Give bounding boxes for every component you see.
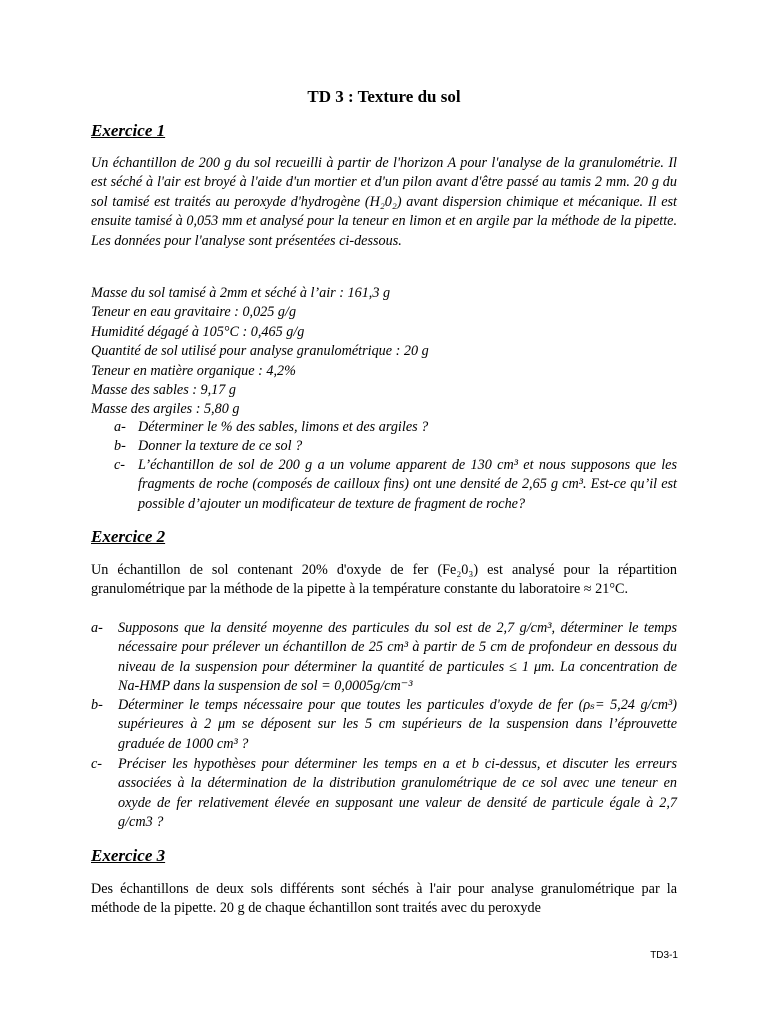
exercise-2-question-b [91,696,677,754]
question-label: a- [91,620,103,636]
page-footer-number: TD3-1 [650,950,678,961]
exercise-2-question-c [91,755,677,833]
exercise-3-intro: Des échantillons de deux sols différents sont séchés à l'air pour analyse granulométrique par la méthode de la pipette. 20 g de chaque échantillon sont traités avec du peroxyde [91,881,677,917]
question-label: b- [91,697,103,713]
data-line: Teneur en matière organique : 4,2% [91,362,296,379]
exercise-2-intro: Un échantillon de sol contenant 20% d'oxyde de fer (Fe₂0₃) est analysé pour la répartition granulométrique par la méthode de la pipette à la température constante du laboratoire ≈ 21°C. [91,562,677,598]
data-line: Masse des sables : 9,17 g [91,382,237,399]
exercise-1-question-b [114,437,677,456]
data-line: Teneur en eau gravitaire : 0,025 g/g [91,304,297,321]
data-line: Quantité de sol utilisé pour analyse granulométrique : 20 g [91,343,429,360]
data-line: Masse des argiles : 5,80 g [91,401,240,418]
exercise-3-heading: Exercice 3 [91,846,166,865]
question-text: Déterminer le % des sables, limons et des argiles ? [138,419,429,435]
exercise-1-heading: Exercice 1 [91,121,166,140]
exercise-2-question-a [91,619,677,697]
question-text: Préciser les hypothèses pour déterminer les temps en a et b ci-dessus, et discuter les erreurs associées à la détermination de la distribution granulométrique de ce sol avec une teneur en oxyde de fer relativement élevée en supposant une valeur de densité de particule égale à 2,7 g/cm3 ? [118,756,677,831]
question-label: a- [114,419,126,435]
question-label: b- [114,438,126,454]
exercise-1-data-list [91,284,429,420]
data-line: Masse du sol tamisé à 2mm et séché à l’air : 161,3 g [91,285,391,301]
exercise-1-question-a [114,418,677,437]
question-label: c- [91,756,103,772]
question-text: Donner la texture de ce sol ? [138,438,303,454]
question-text: L’échantillon de sol de 200 g a un volume apparent de 130 cm³ et nous supposons que les fragments de roche (composés de cailloux fins) ont une densité de 2,65 g cm³. Est-ce qu’il est possible d’ajouter un modificateur de texture de fragment de roche? [138,457,677,512]
question-text: Déterminer le temps nécessaire pour que toutes les particules d'oxyde de fer (ρₛ= 5,24 g/cm³) supérieures à 2 μm se déposent sur les 5 cm supérieurs de la suspension dans l’éprouvette graduée de 1000 cm³ ? [118,697,677,752]
exercise-1-question-c [114,456,677,514]
exercise-1-intro: Un échantillon de 200 g du sol recueilli à partir de l'horizon A pour l'analyse de la granulométrie. Il est séché à l'air est broyé à l'aide d'un mortier et d'un pilon avant d'être passé au tamis 2 mm. 20 g du sol tamisé est traités au peroxyde d'hydrogène (H₂0₂) avant dispersion chimique et mécanique. Il est ensuite tamisé à 0,053 mm et analysé pour la teneur en limon et en argile par la méthode de la pipette. Les données pour l'analyse sont présentées ci-dessous. [91,155,677,249]
data-line: Humidité dégagé à 105°C : 0,465 g/g [91,323,305,340]
exercise-2-heading: Exercice 2 [91,527,166,546]
question-label: c- [114,457,126,473]
page-title: TD 3 : Texture du sol [307,87,461,106]
question-text: Supposons que la densité moyenne des particules du sol est de 2,7 g/cm³, déterminer le temps nécessaire pour prélever un échantillon de 25 cm³ à partir de 5 cm de profondeur en dessous du niveau de la suspension pour déterminer la quantité de particules ≤ 1 μm. La concentration de Na-HMP dans la suspension de sol = 0,0005g/cm⁻³ [118,620,677,695]
